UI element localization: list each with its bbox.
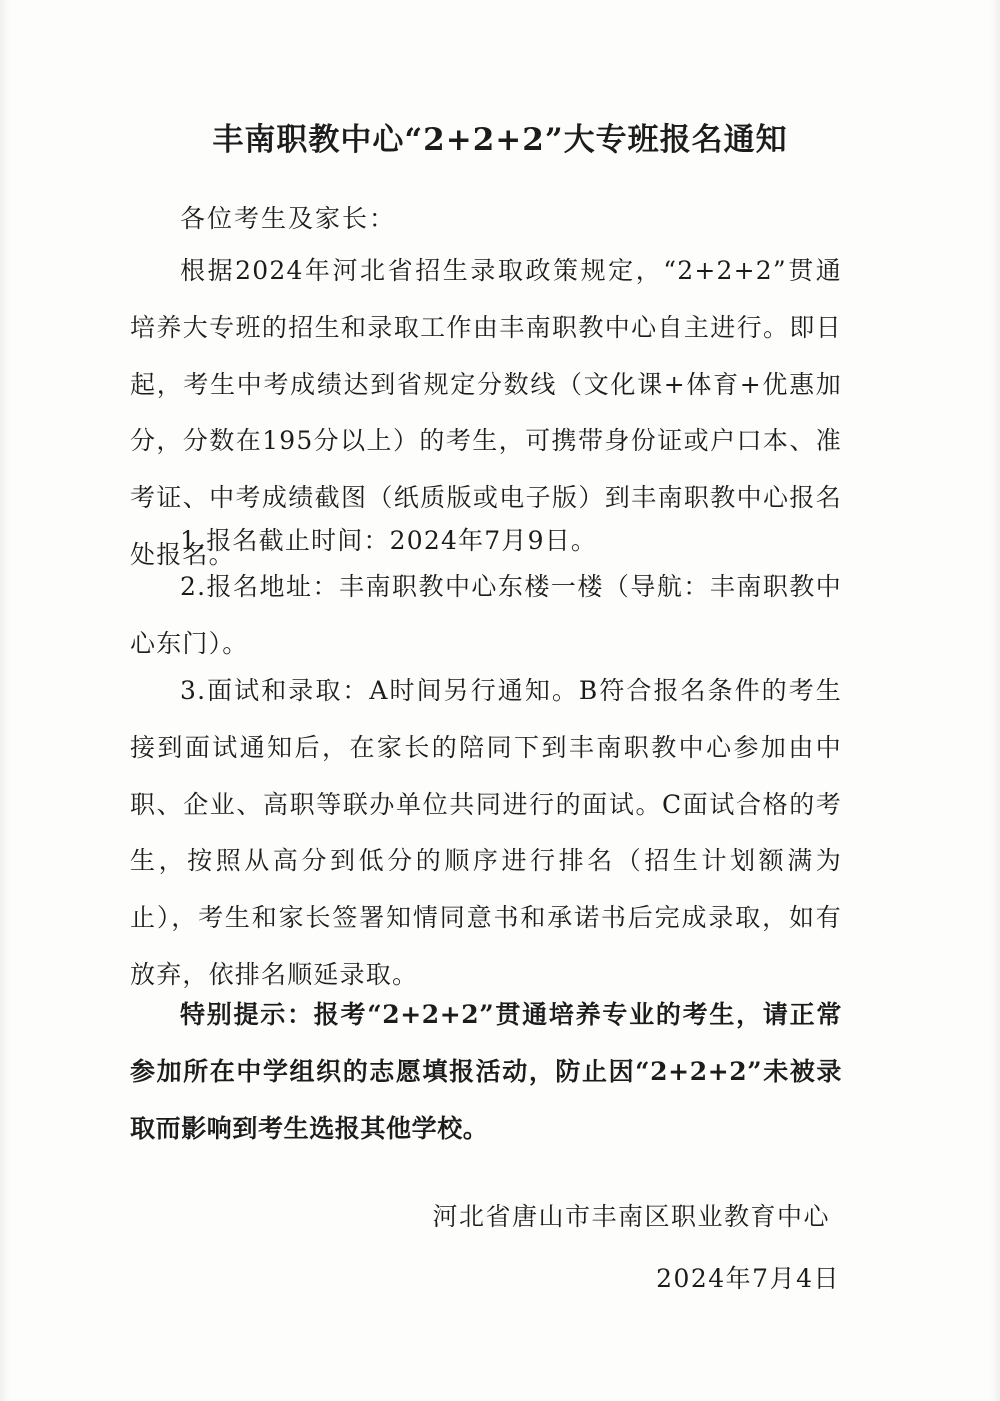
document-title: 丰南职教中心“2+2+2”大专班报名通知: [212, 122, 788, 158]
address-item: 2.报名地址：丰南职教中心东楼一楼（导航：丰南职教中心东门）。: [130, 572, 842, 658]
scan-shadow-right: [990, 0, 1000, 1401]
scan-shadow-left: [0, 0, 10, 1401]
greeting: 各位考生及家长：: [180, 204, 397, 233]
deadline-item: 1.报名截止时间：2024年7月9日。: [180, 526, 598, 555]
issue-date: 2024年7月4日: [656, 1264, 840, 1293]
intro-paragraph: 根据2024年河北省招生录取政策规定，“2+2+2”贯通培养大专班的招生和录取工作由丰南职教中心自主进行。即日起，考生中考成绩达到省规定分数线（文化课+体育+优惠加分，分数在195分以上）的考生，可携带身份证或户口本、准考证、中考成绩截图（纸质版或电子版）到丰南职教中心报名处报名。: [130, 256, 842, 569]
issuing-organization: 河北省唐山市丰南区职业教育中心: [432, 1202, 830, 1231]
interview-admission-item: 3.面试和录取：A时间另行通知。B符合报名条件的考生接到面试通知后，在家长的陪同下到丰南职教中心参加由中职、企业、高职等联办单位共同进行的面试。C面试合格的考生，按照从高分到低分的顺序进行排名（招生计划额满为止），考生和家长签署知情同意书和承诺书后完成录取，如有放弃，依排名顺延录取。: [130, 676, 842, 989]
special-tip-paragraph: 特别提示：报考“2+2+2”贯通培养专业的考生，请正常参加所在中学组织的志愿填报活动，防止因“2+2+2”未被录取而影响到考生选报其他学校。: [130, 1000, 842, 1143]
